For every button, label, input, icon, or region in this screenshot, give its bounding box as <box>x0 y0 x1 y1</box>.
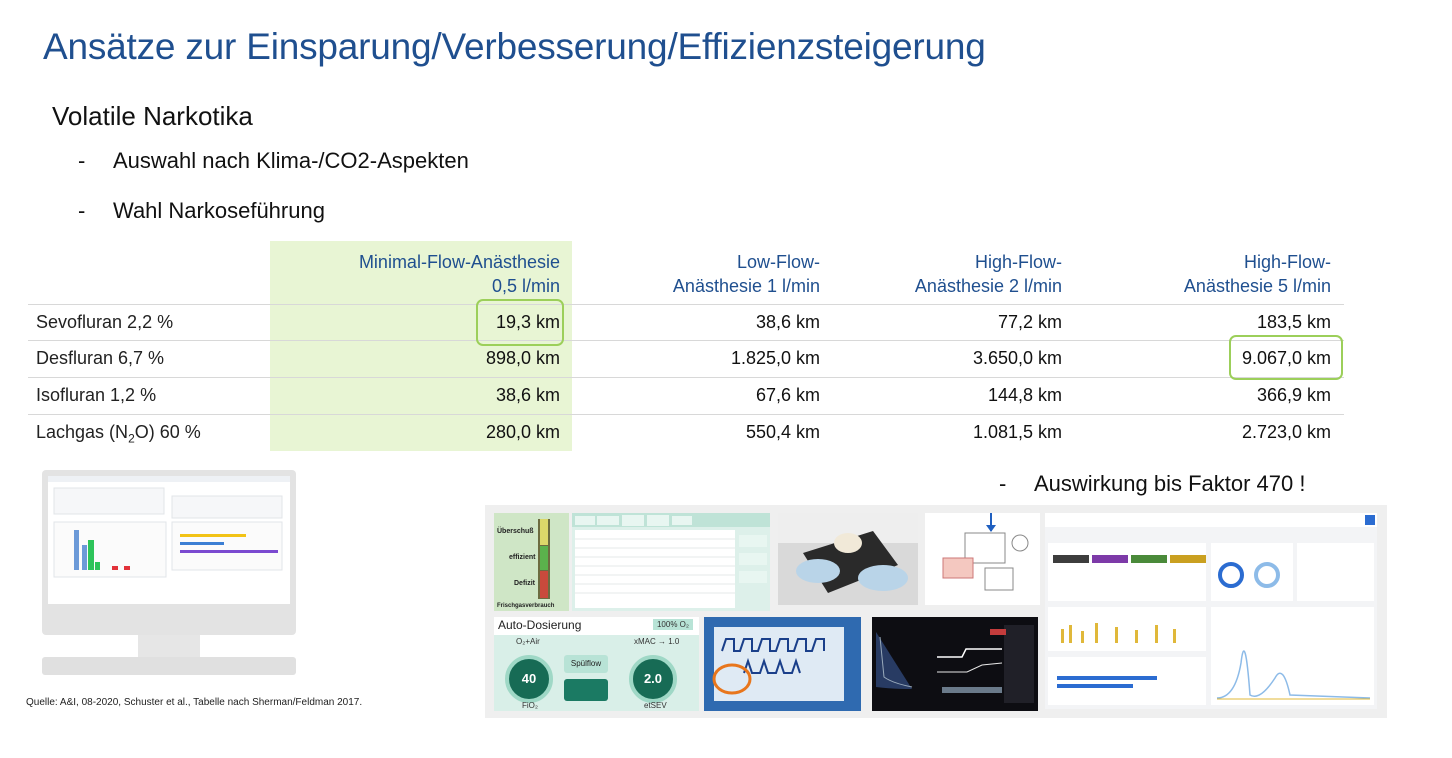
cell-value: 898,0 km <box>485 348 560 368</box>
cell-value: 38,6 km <box>755 312 820 332</box>
comparison-table <box>28 241 1344 451</box>
header-line: Anästhesie 5 l/min <box>1183 276 1331 296</box>
label-defizit: Defizit <box>514 580 535 587</box>
fio2-gauge[interactable]: 40 <box>505 655 553 703</box>
oxygen-flush-button[interactable]: 100% O₂ <box>653 619 693 630</box>
cell-value: 38,6 km <box>495 385 560 405</box>
highlight-box-max <box>1229 335 1343 380</box>
bullet-text: Auswirkung bis Faktor 470 ! <box>1034 471 1306 496</box>
label-part: O) 60 % <box>134 422 201 442</box>
table-row <box>28 304 1344 341</box>
cell-value: 550,4 km <box>745 422 820 442</box>
row-label: Isofluran 1,2 % <box>36 385 157 405</box>
vaporizer-photo-panel <box>778 513 918 605</box>
cell-value: 1.825,0 km <box>730 348 820 368</box>
cell-value: 2.723,0 km <box>1241 422 1331 442</box>
section-heading: Volatile Narkotika <box>52 101 253 131</box>
auto-dosing-panel <box>494 617 699 711</box>
label-effizient: effizient <box>509 554 536 561</box>
highlight-box-min <box>476 299 564 346</box>
bullet-item <box>999 471 1305 497</box>
slide-title: Ansätze zur Einsparung/Verbesserung/Effizienzsteigerung <box>43 26 986 67</box>
cell-value: 19,3 km <box>495 312 560 332</box>
bullet-dash: - <box>78 148 86 173</box>
etsev-gauge[interactable]: 2.0 <box>629 655 677 703</box>
header-line: 0,5 l/min <box>491 276 560 296</box>
label-part: Lachgas (N <box>36 422 129 442</box>
cell-value: 77,2 km <box>997 312 1062 332</box>
header-high-flow-2 <box>915 250 1062 298</box>
gas-consumption-table-panel <box>572 513 770 611</box>
flush-flow-button[interactable]: Spülflow <box>564 655 608 673</box>
cell-value: 1.081,5 km <box>972 422 1062 442</box>
cell-value: 67,6 km <box>755 385 820 405</box>
header-low-flow <box>673 250 820 298</box>
breathing-circuit-diagram-panel <box>925 513 1040 605</box>
header-line: Minimal-Flow-Anästhesie <box>358 252 560 272</box>
cell-value: 9.067,0 km <box>1241 348 1331 368</box>
bullet-item <box>78 198 325 224</box>
bullet-dash: - <box>78 198 86 223</box>
bullet-dash: - <box>999 471 1007 496</box>
cell-value: 366,9 km <box>1256 385 1331 405</box>
ventilator-waveform-panel <box>704 617 861 711</box>
row-label <box>36 422 201 446</box>
flush-toggle-button[interactable] <box>564 679 608 701</box>
table-row <box>28 377 1344 414</box>
label-ueberschuss: Überschuß <box>497 528 534 535</box>
table-row <box>28 340 1344 377</box>
anesthesia-monitor-panel <box>872 617 1038 711</box>
source-citation: Quelle: A&I, 08-2020, Schuster et al., Tabelle nach Sherman/Feldman 2017. <box>26 697 363 708</box>
cell-value: 280,0 km <box>485 422 560 442</box>
bullet-text: Auswahl nach Klima-/CO2-Aspekten <box>113 148 469 173</box>
header-line: High-Flow- <box>1243 252 1331 272</box>
header-line: Anästhesie 2 l/min <box>914 276 1062 296</box>
auto-dosing-title: Auto-Dosierung <box>498 618 582 632</box>
dashboard-screenshot-panel <box>1045 513 1377 709</box>
table-row <box>28 414 1344 451</box>
cell-value: 144,8 km <box>987 385 1062 405</box>
bullet-text: Wahl Narkoseführung <box>113 198 325 223</box>
cell-value: 3.650,0 km <box>972 348 1062 368</box>
label-xmac: xMAC → 1.0 <box>634 637 680 646</box>
row-label: Sevofluran 2,2 % <box>36 312 174 332</box>
label-o2air: O₂+Air <box>516 637 540 646</box>
header-line: Low-Flow- <box>736 252 820 272</box>
cell-value: 183,5 km <box>1256 312 1331 332</box>
header-line: High-Flow- <box>974 252 1062 272</box>
screenshot-collage <box>485 505 1387 718</box>
header-high-flow-5 <box>1184 250 1331 298</box>
efficiency-indicator-panel <box>494 513 569 611</box>
label-frischgas: Frischgasverbrauch <box>497 603 555 609</box>
bullet-item <box>78 148 469 174</box>
header-line: Anästhesie 1 l/min <box>672 276 820 296</box>
label-etsev: etSEV <box>644 701 667 710</box>
header-minimal-flow <box>359 250 560 298</box>
monitor-screenshot <box>42 470 296 675</box>
row-label: Desfluran 6,7 % <box>36 348 165 368</box>
label-fio2: FiO₂ <box>522 701 538 710</box>
label-subscript: 2 <box>128 431 135 446</box>
